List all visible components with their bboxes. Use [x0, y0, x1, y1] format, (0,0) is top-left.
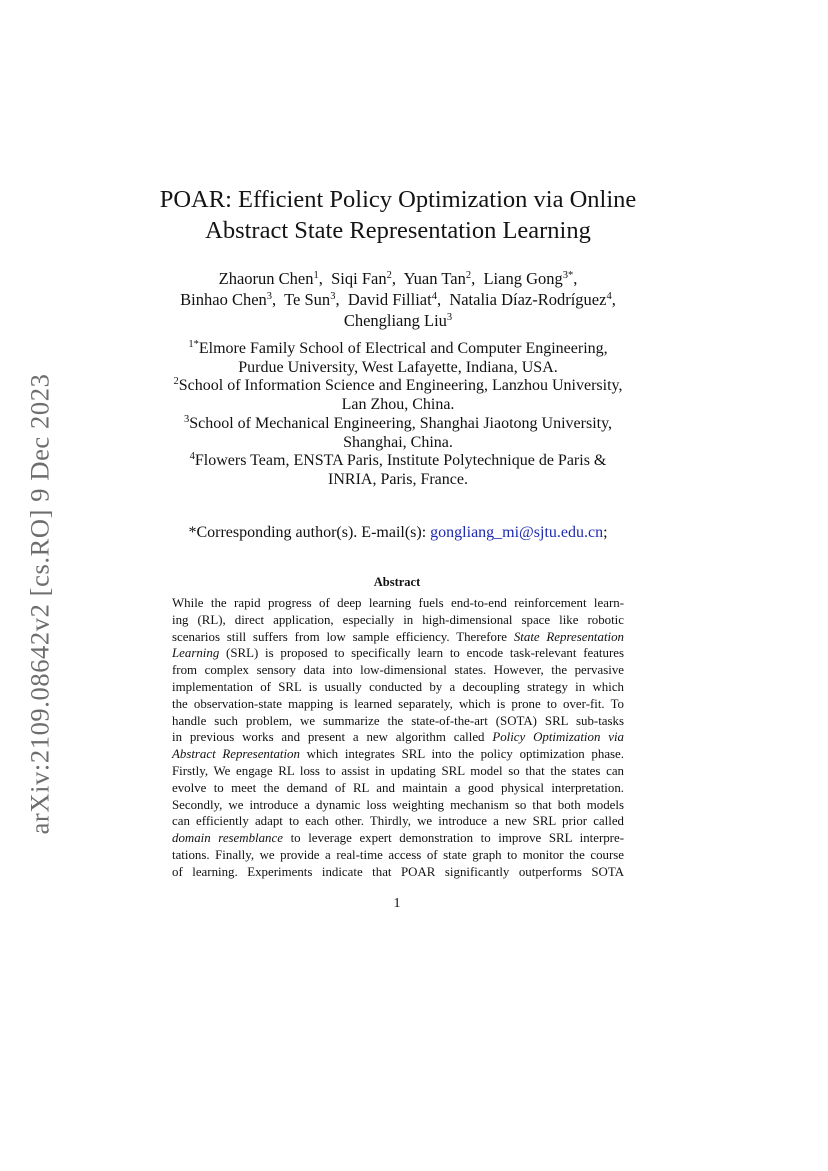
affiliation-line: INRIA, Paris, France.: [328, 470, 468, 488]
author: Siqi Fan$^2$,: [331, 269, 404, 288]
author: Zhaorun Chen$^1$,: [218, 269, 332, 288]
author-affiliation-mark: 4: [431, 291, 437, 302]
corresponding-author-note: [120, 523, 676, 543]
abstract-line: the observation-state mapping is learned separately, which is prone to over-fit. To: [172, 696, 624, 711]
affiliation-mark: 3: [183, 413, 190, 425]
page-number: 1: [393, 896, 401, 911]
affiliation-line: Shanghai, China.: [343, 433, 453, 451]
affiliation-line: Purdue University, West Lafayette, Indiana, USA.: [238, 358, 558, 376]
author: Binhao Chen$^3$,: [180, 290, 285, 309]
author-name: Zhaorun Chen: [218, 269, 314, 288]
author-list: [120, 268, 676, 331]
author-name: Binhao Chen: [180, 290, 267, 309]
author-name: Liang Gong: [483, 269, 563, 288]
abstract-line: can efficiently adapt to each other. Thirdly, we introduce a new SRL prior called: [172, 814, 624, 829]
paper-title: [120, 184, 676, 246]
author-affiliation-mark: 3*: [562, 270, 574, 281]
author: David Filliat$^4$,: [347, 290, 450, 309]
title-line: POAR: Efficient Policy Optimization via Online: [159, 186, 637, 213]
abstract-line: Abstract Representation which integrates SRL into the policy optimization phase.: [172, 747, 624, 762]
abstract-line: evolve to meet the demand of RL and maintain a good physical interpretation.: [172, 780, 624, 795]
abstract-line: While the rapid progress of deep learning fuels end-to-end reinforcement learn-: [172, 596, 624, 610]
author-name: Chengliang Liu: [343, 311, 447, 330]
abstract-line: Learning (SRL) is proposed to specifically learn to encode task-relevant features: [172, 646, 624, 661]
corresponding-prefix: *Corresponding author(s). E-mail(s):: [188, 524, 431, 541]
author-name: Natalia Díaz-Rodríguez: [449, 290, 607, 309]
abstract-line: Secondly, we introduce a dynamic loss weighting mechanism so that both models: [172, 797, 624, 812]
abstract-line: Firstly, We engage RL loss to assist in updating SRL model so that the states can: [172, 763, 624, 778]
affiliation-line: Flowers Team, ENSTA Paris, Institute Polytechnique de Paris &: [194, 452, 607, 470]
affiliation: [150, 340, 646, 377]
author-name: Te Sun: [284, 290, 331, 309]
arxiv-identifier-text: arXiv:2109.08642v2 [cs.RO] 9 Dec 2023: [24, 373, 55, 835]
author: Liang Gong$^{3*}$,: [483, 269, 578, 288]
abstract-line: domain resemblance to leverage expert demonstration to improve SRL interpre-: [172, 831, 624, 846]
author-line: [120, 268, 676, 289]
abstract-line: in previous works and present a new algorithm called Policy Optimization via: [172, 730, 624, 745]
abstract-line: from complex sensory data into low-dimensional states. However, the pervasive: [172, 663, 624, 678]
author-name: David Filliat: [347, 290, 432, 309]
affiliation-line: Lan Zhou, China.: [341, 396, 455, 414]
email-link[interactable]: gongliang_mi@sjtu.edu.cn: [430, 524, 604, 541]
author: Natalia Díaz-Rodríguez$^4$,: [449, 290, 616, 309]
author-affiliation-mark: 3: [446, 312, 453, 323]
affiliation-mark: 2: [173, 376, 179, 388]
author-affiliation-mark: 2: [465, 270, 472, 281]
author-line: [120, 289, 676, 310]
author-affiliation-mark: 4: [606, 291, 612, 302]
author-name: Siqi Fan: [331, 269, 387, 288]
arxiv-identifier-stamp: [18, 367, 62, 841]
author: [344, 311, 452, 330]
affiliation: [150, 452, 646, 489]
author-affiliation-mark: 1: [313, 270, 319, 281]
author-affiliation-mark: 3: [266, 291, 273, 302]
affiliation-line: Elmore Family School of Electrical and Computer Engineering,: [198, 340, 608, 357]
abstract-line: scenarios still suffers from low sample efficiency. Therefore State Representation: [172, 629, 624, 644]
abstract-line: ing (RL), direct application, especially in high-dimensional space like robotic: [172, 612, 624, 627]
abstract-body: [172, 595, 624, 881]
abstract-line: implementation of SRL is usually conducted by a decoupling strategy in which: [172, 679, 624, 694]
affiliation-mark: 1*: [188, 339, 199, 350]
affiliation: [150, 415, 646, 452]
author-affiliation-mark: 3: [330, 291, 336, 302]
title-line: Abstract State Representation Learning: [205, 217, 591, 244]
author: Yuan Tan$^2$,: [403, 269, 484, 288]
abstract-line: tations. Finally, we provide a real-time access of state graph to monitor the course: [172, 847, 624, 862]
abstract-line: handle such problem, we summarize the state-of-the-art (SOTA) SRL sub-tasks: [172, 713, 624, 728]
affiliation-list: [150, 340, 646, 490]
corresponding-suffix: ;: [603, 524, 608, 541]
author-line: [120, 310, 676, 331]
author: Te Sun$^3$,: [284, 290, 348, 309]
affiliation-mark: 4: [189, 451, 195, 463]
affiliation-line: School of Information Science and Engineering, Lanzhou University,: [178, 377, 623, 395]
affiliation-line: School of Mechanical Engineering, Shanghai Jiaotong University,: [189, 414, 613, 432]
author-affiliation-mark: 2: [386, 270, 392, 281]
author-name: Yuan Tan: [403, 269, 466, 288]
affiliation: [150, 377, 646, 414]
abstract-line: of learning. Experiments indicate that POAR significantly outperforms SOTA: [172, 864, 624, 879]
abstract-heading: Abstract: [373, 575, 421, 589]
